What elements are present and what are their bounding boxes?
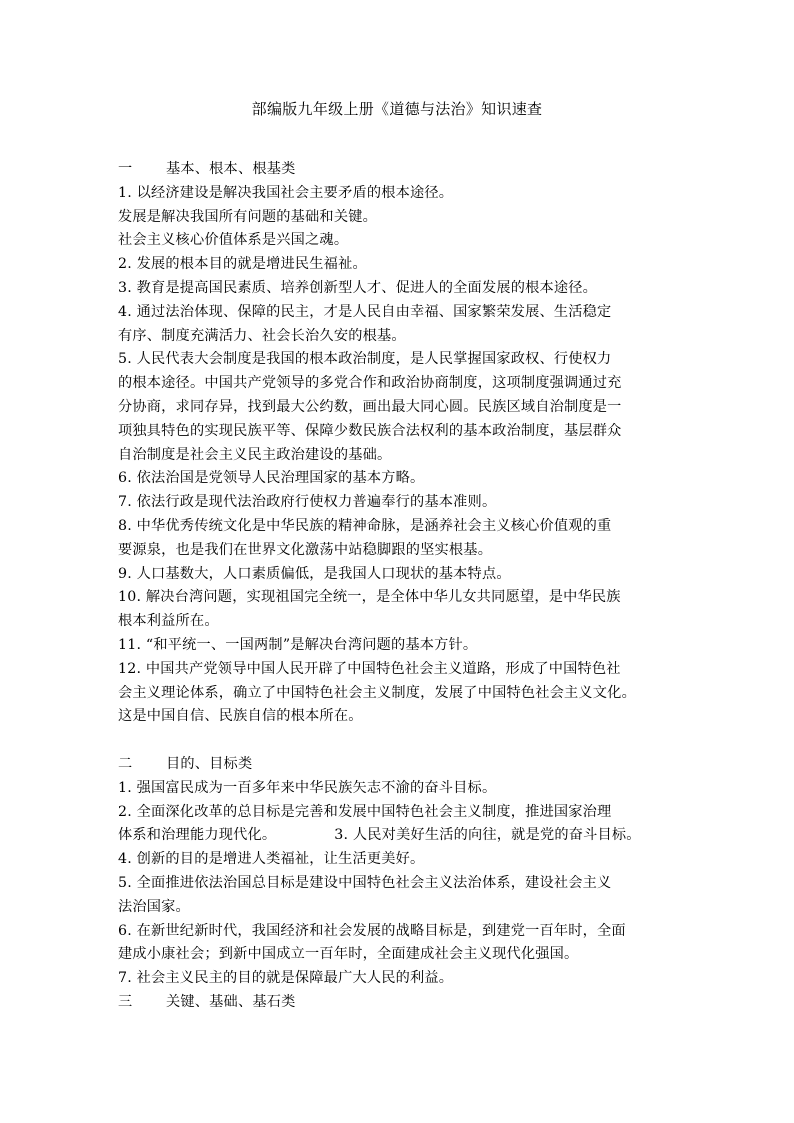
text-line: 根本利益所在。: [118, 613, 219, 630]
text-line: 12. 中国共产党领导中国人民开辟了中国特色社会主义道路，形成了中国特色社: [118, 660, 621, 677]
text-line: 7. 社会主义民主的目的就是保障最广大人民的利益。: [118, 970, 454, 987]
page-title: 部编版九年级上册《道德与法治》知识速查: [251, 100, 543, 118]
text-line: 2. 全面深化改革的总目标是完善和发展中国特色社会主义制度，推进国家治理: [118, 803, 612, 820]
text-line: 法治国家。: [118, 898, 190, 915]
section-title: 关键、基础、基石类: [166, 993, 296, 1010]
text-line: 项独具特色的实现民族平等、保障少数民族合法权利的基本政治制度，基层群众: [118, 422, 622, 439]
text-line: 3. 教育是提高国民素质、培养创新型人才、促进人的全面发展的根本途径。: [118, 279, 598, 296]
text-line: 6. 依法治国是党领导人民治理国家的基本方略。: [118, 470, 425, 487]
section-title: 基本、根本、根基类: [166, 161, 296, 177]
text-line: 这是中国自信、民族自信的根本所在。: [118, 708, 363, 725]
text-line: 会主义理论体系，确立了中国特色社会主义制度，发展了中国特色社会主义文化。: [118, 684, 636, 701]
section-1-lines: [118, 182, 678, 729]
text-line: 2. 发展的根本目的就是增进民生福祉。: [118, 256, 367, 273]
section-heading: [118, 991, 678, 1015]
text-line: 5. 人民代表大会制度是我国的根本政治制度，是人民掌握国家政权、行使权力: [118, 351, 612, 368]
section-2-lines: [118, 777, 678, 991]
text-line: [118, 824, 678, 848]
section-number: 一: [118, 161, 133, 177]
text-line: 9. 人口基数大，人口素质偏低，是我国人口现状的基本特点。: [118, 565, 511, 582]
text-line: 1. 以经济建设是解决我国社会主要矛盾的根本途径。: [118, 184, 454, 201]
text-line: 的根本途径。中国共产党领导的多党合作和政治协商制度，这项制度强调通过充: [118, 375, 622, 392]
section-title: 目的、目标类: [166, 755, 253, 772]
text-line: 10. 解决台湾问题，实现祖国完全统一，是全体中华儿女共同愿望，是中华民族: [118, 589, 621, 606]
text-line: 1. 强国富民成为一百多年来中华民族矢志不渝的奋斗目标。: [118, 779, 497, 796]
text-line: 社会主义核心价值体系是兴国之魂。: [118, 232, 349, 249]
section-number: 二: [118, 755, 133, 772]
text-line: 要源泉，也是我们在世界文化激荡中站稳脚跟的坚实根基。: [118, 541, 493, 558]
section-heading: [118, 158, 678, 182]
text-line: 11. “和平统一、一国两制”是解决台湾问题的基本方针。: [118, 636, 478, 653]
text-line: 自治制度是社会主义民主政治建设的基础。: [118, 446, 392, 463]
text-line: 分协商，求同存异，找到最大公约数，画出最大同心圆。民族区域自治制度是一: [118, 398, 622, 415]
text-line-right: 3. 人民对美好生活的向往，就是党的奋斗目标。: [334, 827, 641, 844]
text-line: 4. 创新的目的是增进人类福祉，让生活更美好。: [118, 851, 425, 868]
text-line: 7. 依法行政是现代法治政府行使权力普遍奉行的基本准则。: [118, 494, 497, 511]
text-line: 8. 中华优秀传统文化是中华民族的精神命脉，是涵养社会主义核心价值观的重: [118, 517, 612, 534]
section-number: 三: [118, 993, 133, 1010]
text-line: 4. 通过法治体现、保障的民主，才是人民自由幸福、国家繁荣发展、生活稳定: [118, 303, 612, 320]
document-body: [118, 158, 678, 1015]
text-line: 5. 全面推进依法治国总目标是建设中国特色社会主义法治体系，建设社会主义: [118, 874, 612, 891]
text-line: 建成小康社会；到新中国成立一百年时，全面建成社会主义现代化强国。: [118, 946, 579, 963]
section-heading: [118, 753, 678, 777]
text-line: 发展是解决我国所有问题的基础和关键。: [118, 208, 377, 225]
text-line: 6. 在新世纪新时代，我国经济和社会发展的战略目标是，到建党一百年时，全面: [118, 922, 626, 939]
text-line-left: 体系和治理能力现代化。: [118, 827, 277, 844]
blank-line: [118, 729, 678, 753]
text-line: 有序、制度充满活力、社会长治久安的根基。: [118, 327, 406, 344]
